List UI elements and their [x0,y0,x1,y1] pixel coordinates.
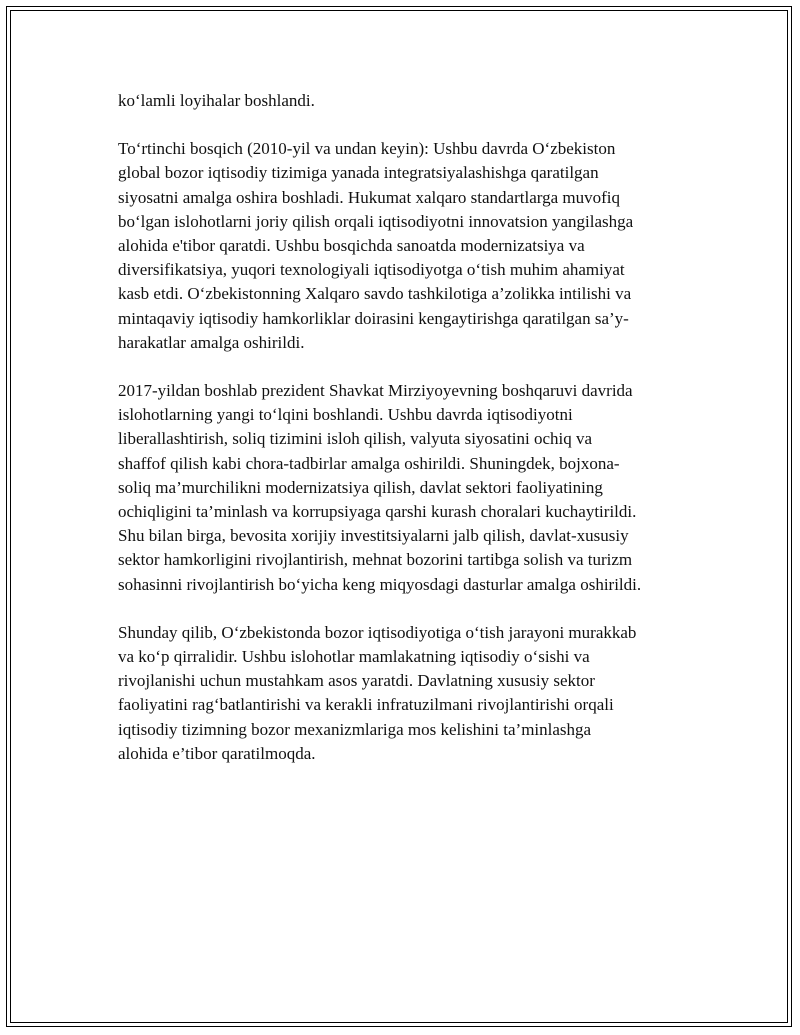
paragraph-fourth-stage: To‘rtinchi bosqich (2010-yil va undan keyin): Ushbu davrda O‘zbekiston global bozor iqtisodiy tizimiga yanada integratsiyalashishga qaratilgan siyosatni amalga oshira boshladi. Hukumat xalqaro standartlarga muvofiq bo‘lgan islohotlarni joriy qilish orqali iqtisodiyotni innovatsion yangilashga alohida e'tibor qaratdi. Ushbu bosqichda sanoatda modernizatsiya va diversifikatsiya, yuqori texnologiyali iqtisodiyotga o‘tish muhim ahamiyat kasb etdi. O‘zbekistonning Xalqaro savdo tashkilotiga a’zolikka intilishi va mintaqaviy iqtisodiy hamkorliklar doirasini kengaytirishga qaratilgan sa’y- harakatlar amalga oshirildi. [118,139,634,352]
paragraph-conclusion: Shunday qilib, O‘zbekistonda bozor iqtisodiyotiga o‘tish jarayoni murakkab va ko‘p qirralidir. Ushbu islohotlar mamlakatning iqtisodiy o‘sishi va rivojlanishi uchun mustahkam asos yaratdi. Davlatning xususiy sektor faoliyatini rag‘batlantirishi va kerakli infratuzilmani rivojlantirishi orqali iqtisodiy tizimning bozor mexanizmlariga mos kelishini ta’minlashga alohida e’tibor qaratilmoqda. [118,622,637,763]
paragraph-2017-reforms: 2017-yildan boshlab prezident Shavkat Mirziyoyevning boshqaruvi davrida islohotlarning yangi to‘lqini boshlandi. Ushbu davrda iqtisodiyotni liberallashtirish, soliq tizimini isloh qilish, valyuta siyosatini ochiq va shaffof qilish kabi chora-tadbirlar amalga oshirildi. Shuningdek, bojxona- soliq ma’murchilikni modernizatsiya qilish, davlat sektori faoliyatining ochiqligini ta’minlash va korrupsiyaga qarshi kurash choralari kuchaytirildi. Shu bilan birga, bevosita xorijiy investitsiyalarni jalb qilish, davlat-xususiy sektor hamkorligini rivojlantirish, mehnat bozorini tartibga solish va turizm sohasinni rivojlantirish bo‘yicha keng miqyosdagi dasturlar amalga oshirildi. [118,381,642,594]
paragraph-continuation: ko‘lamli loyihalar boshlandi. [118,91,315,110]
document-body [118,89,693,790]
